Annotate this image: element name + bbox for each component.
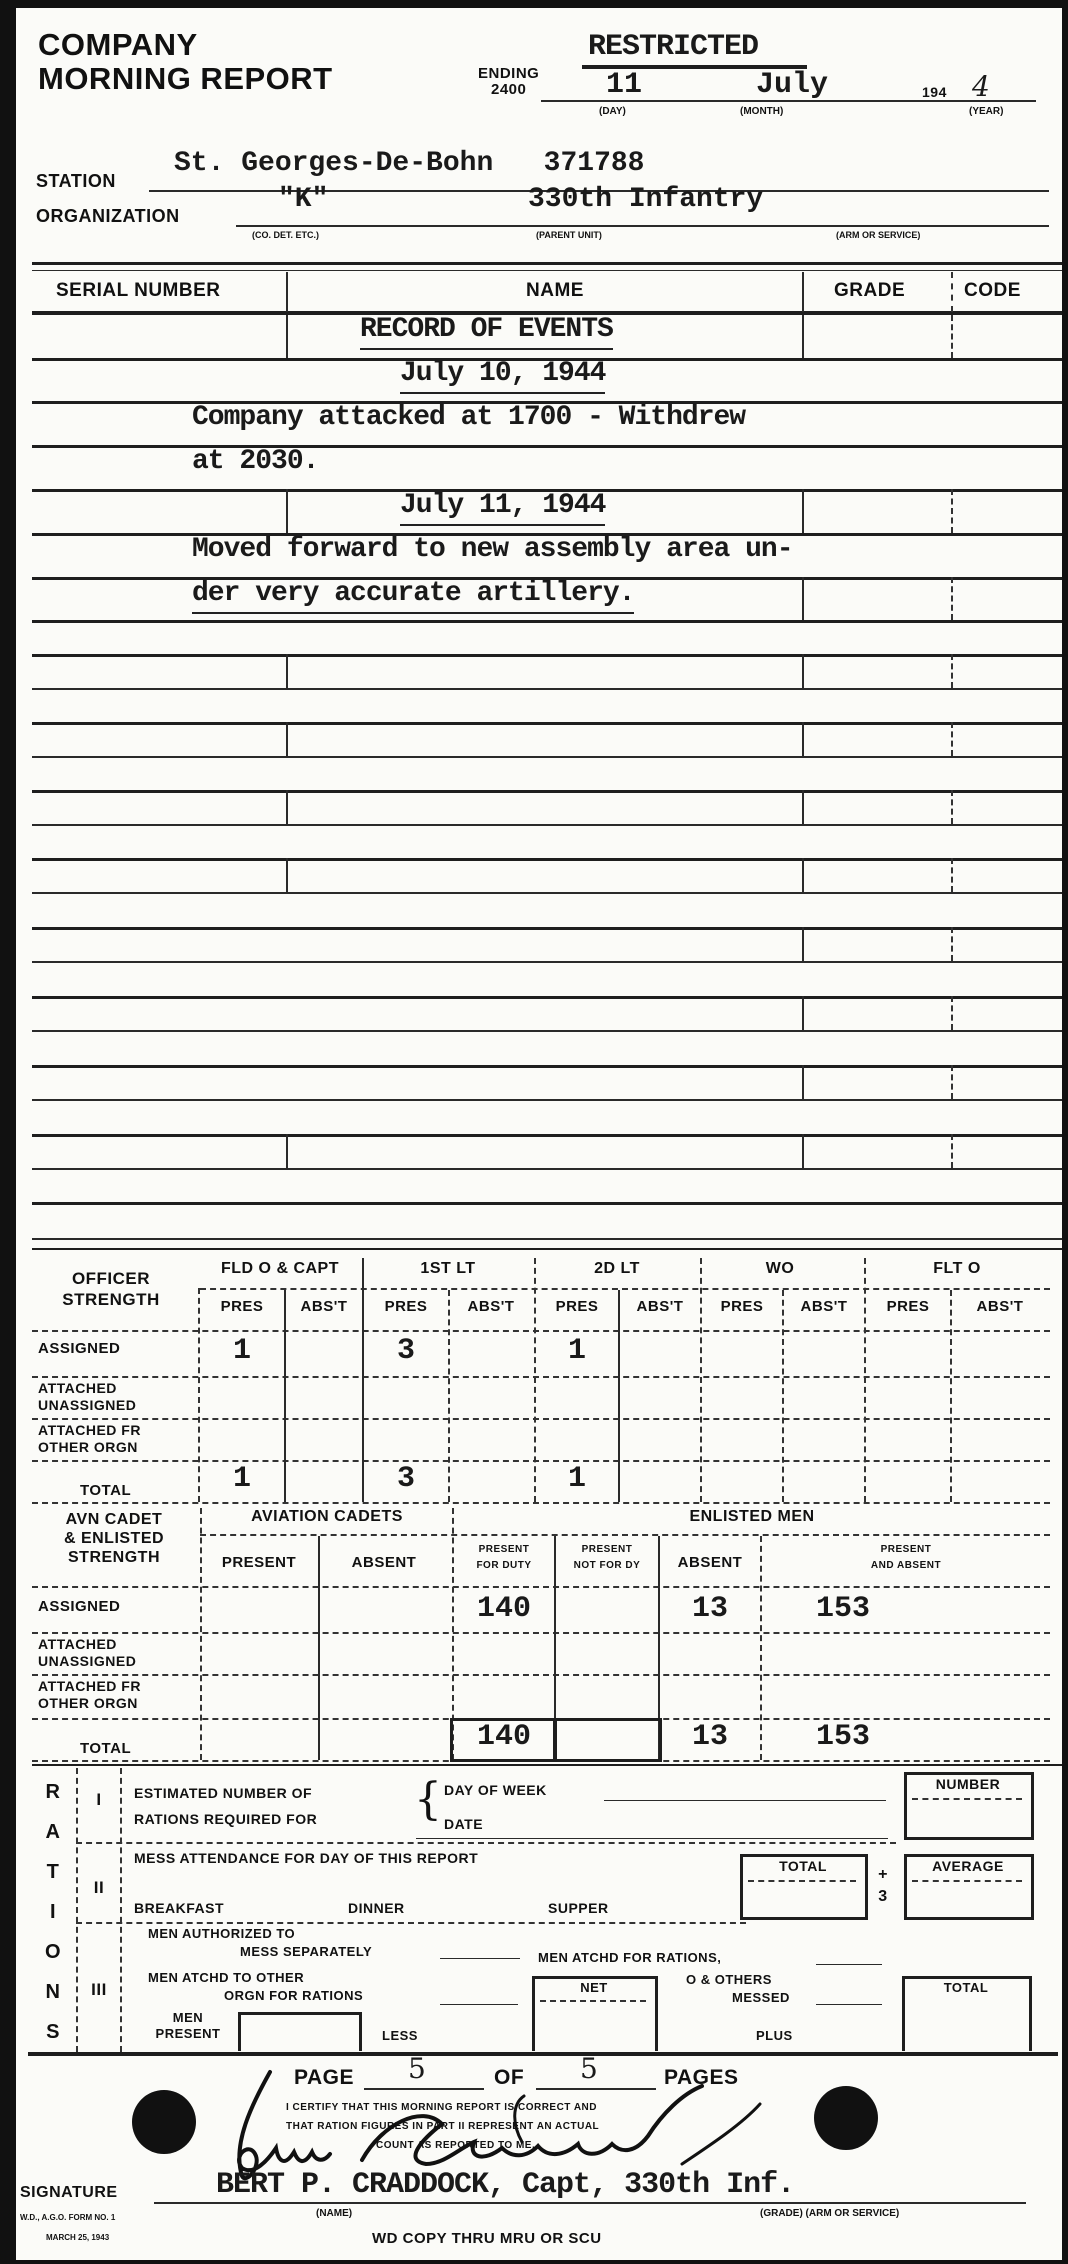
men-atchd-for-rations-label: MEN ATCHD FOR RATIONS, (538, 1950, 722, 1965)
enlisted-row-assigned: ASSIGNED (38, 1598, 121, 1615)
enlisted-total-present-duty[interactable]: 140 (476, 1720, 531, 1754)
side-letter: A (45, 1821, 61, 1843)
row-rule (32, 790, 1062, 793)
col-sep (286, 790, 288, 824)
row-label-line1: ATTACHED FR (38, 1422, 141, 1438)
men-atchd-other-line2: ORGN FOR RATIONS (224, 1988, 364, 2003)
col-sep (200, 1508, 202, 1760)
event-entry-2-line-2: der very accurate artillery. (192, 576, 634, 614)
caption-parent-unit: (PARENT UNIT) (536, 230, 602, 240)
section-i-numeral: I (96, 1790, 102, 1809)
punch-hole-right-icon (814, 2086, 878, 2150)
col-sep (951, 577, 953, 620)
subcol-pres: PRES (886, 1298, 930, 1315)
enl-col-absent: ABSENT (677, 1554, 743, 1571)
row-rule (32, 756, 1062, 758)
organization-line (236, 225, 1049, 227)
table-top-rule-2 (32, 270, 1062, 271)
date-label: DATE (444, 1816, 484, 1832)
col-sep (951, 1065, 953, 1099)
col-sep (802, 858, 804, 892)
row-rule (32, 892, 1062, 894)
officer-total-2dlt-pres[interactable]: 1 (567, 1462, 586, 1496)
officer-group-wo: WO (765, 1260, 795, 1277)
subcol-abst: ABS'T (800, 1298, 848, 1315)
rations-total-label: TOTAL (943, 1980, 989, 1995)
row-label-line2: OTHER ORGN (38, 1695, 138, 1711)
enlisted-men-group: ENLISTED MEN (689, 1508, 815, 1525)
mess-attendance-label: MESS ATTENDANCE FOR DAY OF THIS REPORT (134, 1850, 479, 1866)
col-sep (700, 1258, 702, 1502)
subcol-pres: PRES (720, 1298, 764, 1315)
col-sep (76, 1768, 78, 2052)
col-sep (802, 489, 804, 533)
enlisted-title-line1: AVN CADET (65, 1511, 163, 1528)
officer-row-total: TOTAL (80, 1482, 132, 1499)
punch-hole-left-icon (132, 2090, 196, 2154)
side-letter: O (44, 1941, 62, 1963)
routing-instruction: WD COPY THRU MRU OR SCU (372, 2230, 602, 2247)
ending-label (478, 66, 539, 98)
label-line1: ESTIMATED NUMBER OF (134, 1785, 313, 1801)
form-title-line2: MORNING REPORT (38, 61, 333, 96)
col-header-code: CODE (964, 280, 1021, 301)
row-rule (32, 1030, 1062, 1032)
enl-col-present-and-absent (762, 1542, 1050, 1574)
caption-company: (CO. DET. ETC.) (252, 230, 319, 240)
col-line2: FOR DUTY (476, 1560, 532, 1571)
col-line1: PRESENT (880, 1544, 932, 1555)
row-label-line2: UNASSIGNED (38, 1397, 137, 1413)
o-others-line1: O & OTHERS (686, 1972, 772, 1987)
pages-label: PAGES (664, 2066, 739, 2089)
signature-label: SIGNATURE (20, 2184, 118, 2201)
officer-assigned-1stlt-pres[interactable]: 3 (396, 1334, 415, 1368)
side-letter: S (46, 2021, 60, 2043)
organization-label: ORGANIZATION (36, 206, 180, 226)
rations-bottom-rule (28, 2052, 1058, 2056)
mess-total-label: TOTAL (779, 1858, 827, 1874)
officer-total-fld-pres[interactable]: 1 (232, 1462, 251, 1496)
mess-average-label: AVERAGE (932, 1858, 1004, 1874)
label-line2: PRESENT (155, 2026, 221, 2041)
subcol-abst: ABS'T (636, 1298, 684, 1315)
o-others-line2: MESSED (732, 1990, 790, 2005)
row-rule (32, 927, 1062, 930)
enlisted-total-absent[interactable]: 13 (691, 1720, 728, 1754)
organization-company[interactable]: "K" (278, 184, 329, 215)
record-of-events-heading: RECORD OF EVENTS (360, 312, 613, 350)
divisor: 3 (878, 1888, 888, 1905)
officer-title-line1: OFFICER (71, 1269, 151, 1288)
col-sep (286, 654, 288, 688)
officer-row-attached-unassigned (38, 1380, 136, 1414)
less-label: LESS (382, 2028, 418, 2043)
mess-separately-field[interactable] (440, 1958, 520, 1959)
row-rule (32, 1202, 1062, 1205)
box-divider (748, 1880, 856, 1882)
row-rule (32, 1099, 1062, 1101)
col-sep (120, 1768, 122, 2052)
event-date-july-10: July 10, 1944 (400, 356, 605, 394)
row-rule (32, 996, 1062, 999)
row-label-line2: UNASSIGNED (38, 1653, 137, 1669)
enlisted-row-total: TOTAL (80, 1740, 132, 1757)
side-letter: T (46, 1861, 60, 1883)
enlisted-group-rule (200, 1534, 1050, 1536)
certify-line3: COUNT AS REPORTED TO ME. (376, 2140, 536, 2151)
col-sep (802, 272, 804, 312)
col-sep (951, 315, 953, 358)
men-authorized-line1: MEN AUTHORIZED TO (148, 1926, 296, 1941)
certify-line1: I CERTIFY THAT THIS MORNING REPORT IS CORRECT AND (286, 2102, 597, 2113)
side-letter: I (49, 1901, 57, 1923)
officer-group-fld-o-capt: FLD O & CAPT (221, 1260, 339, 1277)
officer-row-rule (32, 1376, 1050, 1378)
section-rule (76, 1842, 896, 1844)
enlisted-strength-title (34, 1510, 194, 1567)
classification-restricted: RESTRICTED (588, 30, 759, 64)
section-rule (76, 1922, 746, 1924)
event-entry-1-line-1: Company attacked at 1700 - Withdrew (192, 402, 746, 433)
enl-col-present-not-for-duty (556, 1542, 658, 1574)
col-sep (286, 272, 288, 312)
officer-row-assigned: ASSIGNED (38, 1340, 121, 1357)
day-caption: (DAY) (599, 106, 626, 117)
signature-line (154, 2202, 1026, 2204)
avn-col-present: PRESENT (221, 1554, 297, 1571)
men-present-label (148, 2010, 228, 2042)
col-sep (286, 1134, 288, 1168)
men-present-box[interactable] (238, 2012, 362, 2051)
section-iii-numeral: III (91, 1980, 107, 1999)
men-atchd-for-rations-field[interactable] (816, 1964, 882, 1965)
col-sep (782, 1290, 784, 1502)
event-entry-1-line-2: at 2030. (192, 446, 319, 477)
net-box-label: NET (580, 1980, 608, 1995)
col-sep (951, 489, 953, 533)
caption-name: (NAME) (316, 2208, 353, 2219)
row-rule (32, 824, 1062, 826)
organization-parent-unit[interactable]: 330th Infantry (528, 184, 764, 215)
enlisted-assigned-present-and-absent[interactable]: 153 (816, 1592, 871, 1626)
row-rule (32, 1134, 1062, 1137)
row-rule (32, 1065, 1062, 1068)
side-letter: N (45, 1981, 61, 2003)
table-top-rule (32, 262, 1062, 265)
row-rule (32, 1168, 1062, 1170)
col-line2: NOT FOR DY (573, 1560, 641, 1571)
col-sep (950, 1290, 952, 1502)
col-sep (951, 927, 953, 961)
date-field[interactable] (416, 1838, 888, 1839)
col-sep (951, 858, 953, 892)
col-sep (802, 996, 804, 1030)
row-rule (32, 1238, 1062, 1240)
box-divider (912, 1880, 1022, 1882)
year-prefix: 194 (922, 84, 947, 100)
enlisted-row-attached-other (38, 1678, 141, 1712)
col-sep (802, 315, 804, 358)
col-sep (760, 1536, 762, 1760)
col-sep (951, 722, 953, 756)
col-line2: AND ABSENT (870, 1560, 942, 1571)
col-header-name: NAME (526, 280, 584, 301)
men-atchd-other-line1: MEN ATCHD TO OTHER (148, 1970, 305, 1985)
page-label: PAGE (294, 2066, 354, 2089)
ending-label-line2: 2400 (490, 81, 527, 98)
col-sep (448, 1290, 450, 1502)
box-divider (912, 1798, 1022, 1800)
officer-assigned-2dlt-pres[interactable]: 1 (567, 1334, 586, 1368)
row-rule (32, 445, 1062, 448)
officer-header-bottom (32, 1330, 1050, 1332)
col-sep (951, 1134, 953, 1168)
report-day[interactable]: 11 (606, 68, 643, 102)
certify-line2: THAT RATION FIGURES IN PART II REPRESENT AN ACTUAL (286, 2121, 600, 2132)
col-sep (284, 1290, 286, 1502)
rations-side-label (40, 1772, 66, 2052)
col-sep (318, 1536, 320, 1760)
brace-icon: { (414, 1774, 442, 1825)
col-sep (802, 577, 804, 620)
day-of-week-label: DAY OF WEEK (444, 1782, 547, 1798)
col-sep (286, 722, 288, 756)
number-box-label: NUMBER (935, 1776, 1001, 1792)
subcol-abst: ABS'T (976, 1298, 1024, 1315)
atchd-other-field[interactable] (440, 2004, 518, 2005)
form-title-line1: COMPANY (38, 27, 198, 62)
col-sep (802, 790, 804, 824)
row-rule (32, 620, 1062, 623)
col-sep (802, 1134, 804, 1168)
officer-total-1stlt-pres[interactable]: 3 (396, 1462, 415, 1496)
aviation-cadets-group: AVIATION CADETS (251, 1508, 403, 1525)
rations-top-rule (32, 1764, 1062, 1766)
col-header-grade: GRADE (834, 280, 906, 301)
col-sep (864, 1258, 866, 1502)
enlisted-assigned-present-duty[interactable]: 140 (476, 1592, 531, 1626)
form-identifier (20, 2208, 115, 2248)
officer-title-line2: STRENGTH (62, 1290, 160, 1309)
o-others-field[interactable] (816, 2004, 882, 2005)
station-label: STATION (36, 171, 116, 191)
enlisted-title-line2: & ENLISTED (63, 1530, 165, 1547)
subcol-abst: ABS'T (300, 1298, 348, 1315)
caption-arm: (ARM OR SERVICE) (836, 230, 921, 240)
enlisted-title-line3: STRENGTH (68, 1549, 160, 1566)
event-entry-2-line-1: Moved forward to new assembly area un- (192, 534, 793, 565)
officer-strength-title (36, 1268, 186, 1310)
box-divider (540, 2000, 646, 2002)
breakfast-label: BREAKFAST (134, 1900, 225, 1916)
col-sep (951, 996, 953, 1030)
col-sep (951, 790, 953, 824)
col-line1: PRESENT (478, 1544, 530, 1555)
enlisted-row-rule (32, 1674, 1050, 1676)
row-rule (32, 654, 1062, 657)
col-sep (951, 272, 953, 312)
form-id-line2: MARCH 25, 1943 (46, 2233, 110, 2242)
officer-group-flt-o: FLT O (933, 1260, 981, 1277)
divide-by-three (868, 1864, 898, 1908)
supper-label: SUPPER (548, 1900, 609, 1916)
avn-col-absent: ABSENT (351, 1554, 417, 1571)
men-authorized-line2: MESS SEPARATELY (240, 1944, 373, 1959)
row-rule (32, 961, 1062, 963)
col-header-serial: SERIAL NUMBER (56, 280, 221, 301)
officer-row-attached-other (38, 1422, 141, 1456)
officer-row-rule (32, 1418, 1050, 1420)
officer-group-1st-lt: 1ST LT (420, 1260, 476, 1277)
row-label-line1: ATTACHED (38, 1636, 117, 1652)
col-sep (286, 315, 288, 358)
form-id-line1: W.D., A.G.O. FORM NO. 1 (20, 2213, 116, 2222)
subcol-pres: PRES (555, 1298, 599, 1315)
event-date-july-11: July 11, 1944 (400, 488, 605, 526)
caption-grade: (GRADE) (ARM OR SERVICE) (760, 2208, 900, 2219)
signer-name[interactable]: BERT P. CRADDOCK, Capt, 330th Inf. (216, 2168, 795, 2202)
col-sep (802, 654, 804, 688)
col-sep (802, 722, 804, 756)
day-of-week-field[interactable] (604, 1800, 886, 1801)
row-label-line1: ATTACHED FR (38, 1678, 141, 1694)
enlisted-row-rule (32, 1632, 1050, 1634)
month-caption: (MONTH) (740, 106, 784, 117)
report-month[interactable]: July (756, 68, 829, 102)
form-title (38, 28, 333, 96)
col-sep (951, 654, 953, 688)
of-label: OF (494, 2066, 525, 2089)
officer-row-rule (32, 1502, 1050, 1504)
subcol-abst: ABS'T (467, 1298, 515, 1315)
col-line1: PRESENT (581, 1544, 633, 1555)
section-i-label (134, 1780, 317, 1832)
row-rule (32, 858, 1062, 861)
row-rule (32, 688, 1062, 690)
total-present-not-duty-box (554, 1718, 662, 1762)
officer-group-rule (200, 1288, 1050, 1290)
morning-report-form (16, 8, 1062, 2260)
enlisted-row-attached-unassigned (38, 1636, 136, 1670)
enlisted-header-bottom (32, 1586, 1050, 1588)
row-label-line1: ATTACHED (38, 1380, 117, 1396)
dinner-label: DINNER (348, 1900, 405, 1916)
plus-sign: + (878, 1866, 888, 1883)
col-sep (286, 489, 288, 533)
subcol-pres: PRES (220, 1298, 264, 1315)
row-rule (32, 722, 1062, 725)
report-year-digit[interactable]: 4 (972, 70, 990, 103)
enlisted-assigned-absent[interactable]: 13 (691, 1592, 728, 1626)
station-value[interactable]: St. Georges-De-Bohn 371788 (174, 148, 645, 179)
col-sep (802, 1065, 804, 1099)
plus-label: PLUS (756, 2028, 793, 2043)
officer-table-top-rule (32, 1248, 1062, 1250)
page-total[interactable]: 5 (580, 2052, 598, 2085)
year-caption: (YEAR) (969, 106, 1004, 117)
col-sep (618, 1290, 620, 1502)
officer-assigned-fld-pres[interactable]: 1 (232, 1334, 251, 1368)
enlisted-total-present-and-absent[interactable]: 153 (816, 1720, 871, 1754)
col-sep (802, 927, 804, 961)
ending-label-line1: ENDING (478, 65, 540, 82)
page-number[interactable]: 5 (408, 2052, 426, 2085)
section-ii-numeral: II (93, 1878, 105, 1897)
enl-col-present-for-duty (454, 1542, 554, 1574)
col-sep (286, 858, 288, 892)
subcol-pres: PRES (384, 1298, 428, 1315)
label-line2: RATIONS REQUIRED FOR (134, 1811, 318, 1827)
label-line1: MEN (172, 2010, 204, 2025)
side-letter: R (45, 1781, 61, 1803)
officer-group-2d-lt: 2D LT (594, 1260, 640, 1277)
row-label-line2: OTHER ORGN (38, 1439, 138, 1455)
